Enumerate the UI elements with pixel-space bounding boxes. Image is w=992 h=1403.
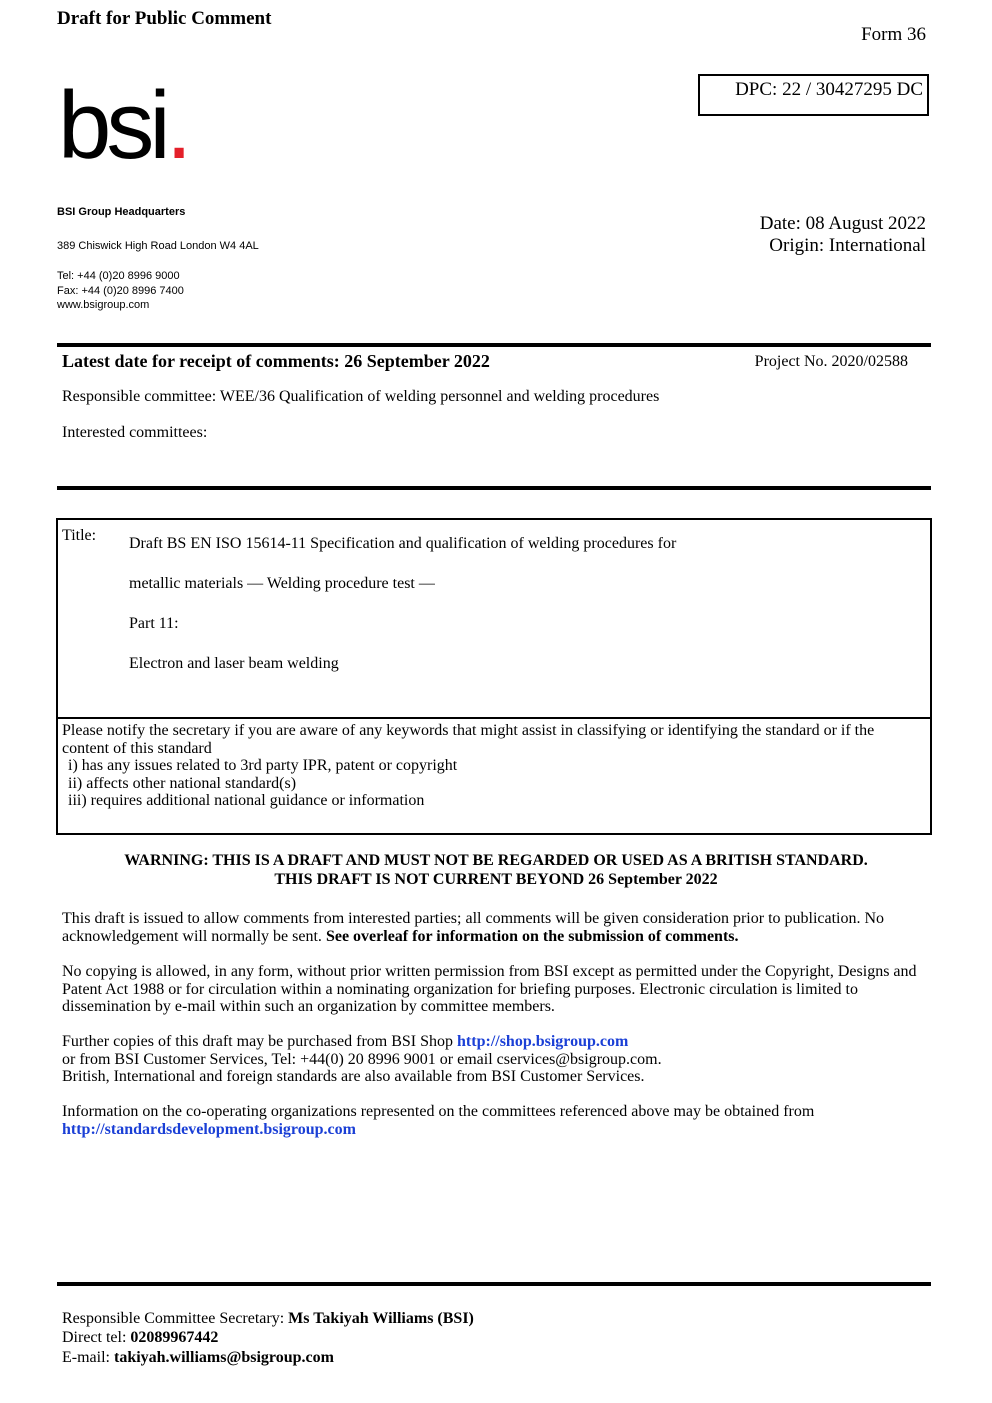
secretary-tel-line <box>62 1329 218 1347</box>
title-line: metallic materials — Welding procedure test — <box>129 575 435 592</box>
organization-fax: Fax: +44 (0)20 8996 7400 <box>57 284 184 297</box>
bottom-rule <box>57 1282 931 1286</box>
notify-item: iii) requires additional national guidance or information <box>68 792 425 809</box>
project-number: Project No. 2020/02588 <box>754 353 908 370</box>
info-text: Information on the co-operating organizations represented on the committees referenced above may be obtained from <box>62 1103 815 1120</box>
draft-warning <box>0 851 992 889</box>
secretary-tel: 02089967442 <box>130 1329 219 1346</box>
interested-committees: Interested committees: <box>62 424 208 441</box>
warning-line-1: WARNING: THIS IS A DRAFT AND MUST NOT BE REGARDED OR USED AS A BRITISH STANDARD. <box>124 852 868 869</box>
issued-text: This draft is issued to allow comments from interested parties; all comments will be given consideration prior to publication. No acknowledgement will normally be sent. <box>62 910 885 945</box>
organization-name: BSI Group Headquarters <box>57 206 186 218</box>
title-line: Part 11: <box>129 615 179 632</box>
title-label: Title: <box>62 527 97 544</box>
warning-line-2: THIS DRAFT IS NOT CURRENT BEYOND 26 September 2022 <box>274 871 718 888</box>
copies-prefix: Further copies of this draft may be purchased from BSI Shop <box>62 1033 454 1050</box>
secretary-email-line <box>62 1349 334 1367</box>
document-date: Date: 08 August 2022 <box>759 213 926 234</box>
secretary-email[interactable]: takiyah.williams@bsigroup.com <box>113 1349 334 1366</box>
copies-line-3: British, International and foreign standards are also available from BSI Customer Services. <box>62 1068 645 1085</box>
date-origin-block <box>760 213 926 257</box>
organization-tel: Tel: +44 (0)20 8996 9000 <box>57 270 180 282</box>
title-box-divider <box>58 717 930 719</box>
responsible-committee: Responsible committee: WEE/36 Qualification of welding personnel and welding procedures <box>62 388 660 405</box>
standards-development-link[interactable]: http://standardsdevelopment.bsigroup.com <box>62 1120 356 1138</box>
top-rule <box>57 343 931 347</box>
shop-link[interactable]: http://shop.bsigroup.com <box>457 1033 629 1050</box>
bsi-logo-dot: . <box>165 72 188 179</box>
organization-contact <box>57 269 184 313</box>
notify-text: Please notify the secretary if you are aware of any keywords that might assist in classifying or identifying the standard or if the content of this standard <box>62 722 875 757</box>
middle-rule <box>57 486 931 490</box>
secretary-line <box>62 1310 474 1328</box>
organization-address: 389 Chiswick High Road London W4 4AL <box>57 240 259 252</box>
notify-section <box>62 722 922 810</box>
notify-item: i) has any issues related to 3rd party IPR, patent or copyright <box>68 757 458 774</box>
secretary-tel-label: Direct tel: <box>62 1329 127 1346</box>
copying-paragraph: No copying is allowed, in any form, without prior written permission from BSI except as permitted under the Copyright, Designs and Patent Act 1988 or for circulation within a nominating organization for briefing purposes. Electronic circulation is limited to dissemination by e-mail within such an organization by committee members. <box>62 963 917 1015</box>
title-box <box>56 518 932 835</box>
secretary-name: Ms Takiyah Williams (BSI) <box>288 1310 474 1327</box>
form-number: Form 36 <box>861 24 926 45</box>
dpc-reference-box <box>698 74 929 116</box>
info-paragraph <box>62 1103 932 1138</box>
bsi-logo-text: bsi <box>58 72 166 179</box>
dpc-reference: DPC: 22 / 30427295 DC <box>735 79 923 100</box>
latest-comment-date: Latest date for receipt of comments: 26 September 2022 <box>62 351 490 371</box>
draft-label: Draft for Public Comment <box>57 8 272 29</box>
title-line: Electron and laser beam welding <box>129 655 339 672</box>
secretary-email-label: E-mail: <box>62 1349 110 1366</box>
issued-bold-text: See overleaf for information on the submission of comments. <box>325 927 739 945</box>
title-line: Draft BS EN ISO 15614-11 Specification and qualification of welding procedures for <box>129 535 677 552</box>
issued-paragraph <box>62 910 932 945</box>
secretary-label: Responsible Committee Secretary: <box>62 1310 285 1327</box>
document-origin: Origin: International <box>769 235 926 256</box>
copies-line-2: or from BSI Customer Services, Tel: +44(0) 20 8996 9001 or email cservices@bsigroup.com. <box>62 1050 662 1068</box>
further-copies-paragraph <box>62 1033 932 1086</box>
bsi-logo <box>58 72 188 179</box>
organization-web: www.bsigroup.com <box>57 299 150 311</box>
notify-item: ii) affects other national standard(s) <box>68 774 297 792</box>
